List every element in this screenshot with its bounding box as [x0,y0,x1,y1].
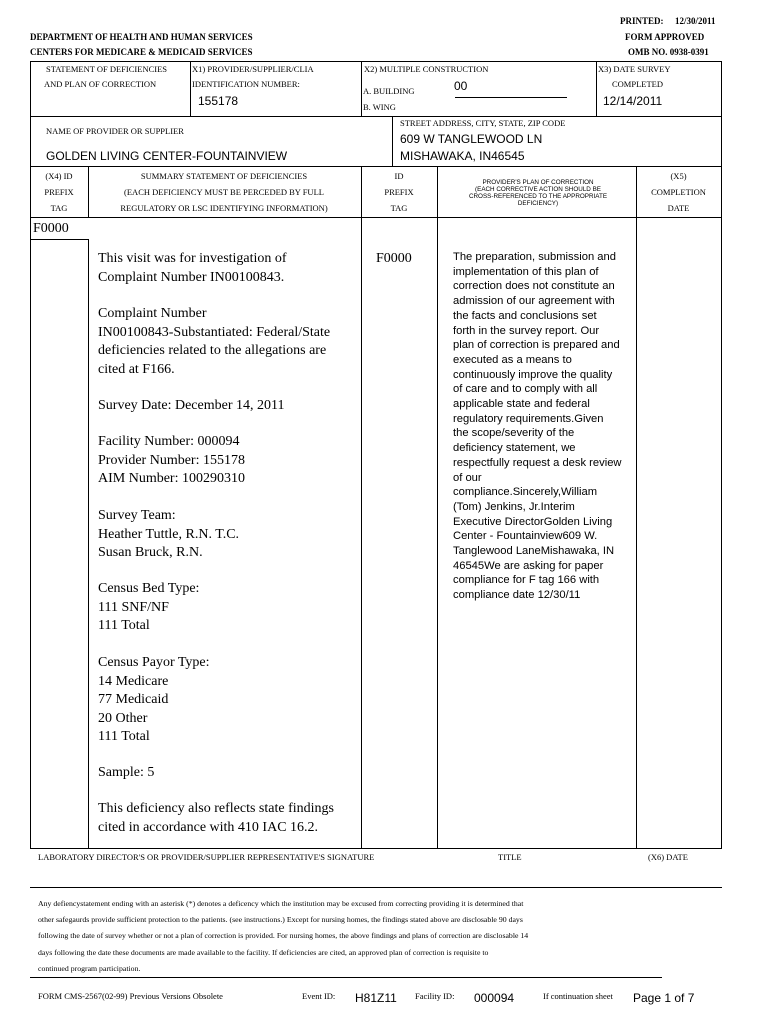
continuation-label: If continuation sheet [543,991,613,1001]
col-summary-2: (EACH DEFICIENCY MUST BE PERCEDED BY FULL [124,187,324,197]
printed-label: PRINTED: [620,16,664,26]
col-x4-prefix: PREFIX [44,187,74,197]
event-id-label: Event ID: [302,991,336,1001]
col-x5-3: DATE [667,203,690,213]
tag-left: F0000 [33,221,69,236]
correction-line: implementation of this plan of [453,265,599,278]
x3-label-2: COMPLETED [612,79,663,89]
correction-line: regulatory requirements.Given [453,412,604,425]
correction-line: compliance.Sincerely,William [453,486,598,499]
plan-of-correction [453,250,622,603]
summary-state-findings: This deficiency also reflects state findings cited in accordance with 410 IAC 16.2. [98,801,334,835]
col-summary-1: SUMMARY STATEMENT OF DEFICIENCIES [140,171,308,181]
correction-line: Tanglewood LaneMishawaka, IN [453,545,615,558]
correction-line: The preparation, submission and [453,251,616,263]
correction-line: plan of correction is prepared and [453,339,620,352]
signature-label: LABORATORY DIRECTOR'S OR PROVIDER/SUPPLIER REPRESENTATIVE'S SIGNATURE [38,852,375,862]
col-id-tag: TAG [390,203,408,213]
building-label: A. BUILDING [363,86,415,96]
col-summary-3: REGULATORY OR LSC IDENTIFYING INFORMATION) [120,203,328,213]
statement-label-1: STATEMENT OF DEFICIENCIES [46,64,168,74]
address-line-1: 609 W TANGLEWOOD LN [400,132,543,146]
disclaimer [38,896,528,977]
wing-label: B. WING [363,102,396,112]
provider-name-label: NAME OF PROVIDER OR SUPPLIER [46,126,184,136]
disclaimer-line: following the date of survey whether or not a plan of correction is provided. For nursing homes, the above findings and plans of correction are disclosable 14 [38,931,529,941]
page-number: Page 1 of 7 [633,991,695,1005]
correction-line: deficiency statement, we [453,442,576,455]
col-x5-1: (X5) [670,171,687,181]
correction-line: admission of our agreement with [453,295,615,308]
date-label: (X6) DATE [648,852,688,862]
printed-date: 12/30/2011 [675,16,716,26]
disclaimer-line: continued program participation. [38,963,141,973]
correction-line: Center - Fountainview609 W. [453,530,598,543]
x1-label-2: IDENTIFICATION NUMBER: [192,79,300,89]
correction-line: respectfully request a desk review [453,456,622,469]
col-plan-2: (EACH CORRECTIVE ACTION SHOULD BE [475,186,601,193]
summary-census-payor: Census Payor Type: 14 Medicare 77 Medicaid 20 Other 111 Total [98,655,210,744]
title-label: TITLE [498,852,522,862]
summary-intro: This visit was for investigation of Complaint Number IN00100843. [98,251,287,285]
disclaimer-line: days following the date these documents are made available to the facility. If deficiencies are cited, an approved plan of correction is requisite to [38,947,489,957]
correction-line: Executive DirectorGolden Living [453,515,613,528]
correction-line: applicable state and federal [453,398,590,411]
col-id-id: ID [394,171,404,181]
correction-line: (Tom) Jenkins, Jr.Interim [453,500,575,513]
summary-survey-team: Survey Team: Heather Tuttle, R.N. T.C. Susan Bruck, R.N. [98,508,240,560]
col-plan-4: DEFICIENCY) [517,200,559,207]
disclaimer-line: other safegaurds provide sufficient protection to the patients. (see instructions.) Except for nursing homes, the findings stated above are disclosable 90 days [38,915,523,925]
col-x4-id: (X4) ID [45,171,73,181]
correction-line: of our [453,471,482,484]
correction-line: continuously improve the quality [453,368,613,381]
x1-label-1: X1) PROVIDER/SUPPLIER/CLIA [192,64,314,74]
facility-id-value: 000094 [474,991,515,1005]
correction-line: executed as a means to [453,353,572,366]
centers-title: CENTERS FOR MEDICARE & MEDICAID SERVICES [30,47,253,57]
summary-facility-numbers: Facility Number: 000094 Provider Number: 155178 AIM Number: 100290310 [98,434,245,486]
x2-value: 00 [454,79,468,93]
omb-number: OMB NO. 0938-0391 [628,47,709,57]
survey-date-value: 12/14/2011 [603,94,663,108]
correction-line: compliance for F tag 166 with [453,574,600,587]
correction-line: forth in the survey report. Our [453,324,600,337]
tag-right: F0000 [376,251,412,266]
correction-line: correction does not constitute an [453,280,615,293]
x3-label-1: X3) DATE SURVEY [598,64,671,74]
x2-label: X2) MULTIPLE CONSTRUCTION [364,64,489,74]
correction-line: of care and to comply with all [453,383,598,396]
summary-survey-date: Survey Date: December 14, 2011 [98,398,285,413]
department-title: DEPARTMENT OF HEALTH AND HUMAN SERVICES [30,32,253,42]
form-number: FORM CMS-2567(02-99) Previous Versions Obsolete [38,991,223,1001]
col-x5-2: COMPLETION [651,187,706,197]
correction-line: the facts and conclusions set [453,309,597,322]
provider-name-value: GOLDEN LIVING CENTER-FOUNTAINVIEW [46,149,288,163]
col-x4-tag: TAG [50,203,68,213]
address-line-2: MISHAWAKA, IN46545 [400,149,525,163]
facility-id-label: Facility ID: [415,991,455,1001]
summary-census-bed: Census Bed Type: 111 SNF/NF 111 Total [98,581,200,633]
correction-line: 46545We are asking for paper [453,559,604,572]
event-id-value: H81Z11 [355,991,397,1005]
summary-sample: Sample: 5 [98,765,155,780]
correction-line: the scope/severity of the [453,427,575,440]
provider-id-value: 155178 [198,94,239,108]
address-label: STREET ADDRESS, CITY, STATE, ZIP CODE [400,118,566,128]
col-plan-1: PROVIDER'S PLAN OF CORRECTION [482,179,594,186]
summary-complaint: Complaint Number IN00100843-Substantiated: Federal/State deficiencies related to the allegations are cited at F166. [98,306,331,377]
form-approved: FORM APPROVED [625,32,705,42]
disclaimer-line: Any defiencystatement ending with an asterisk (*) denotes a deficency which the institution may be excused from correcting providing it is determined that [38,899,524,908]
correction-line: compliance date 12/30/11 [453,589,581,602]
col-id-prefix: PREFIX [384,187,414,197]
col-plan-3: CROSS-REFERENCED TO THE APPROPRIATE [468,193,608,200]
statement-label-2: AND PLAN OF CORRECTION [44,79,157,89]
